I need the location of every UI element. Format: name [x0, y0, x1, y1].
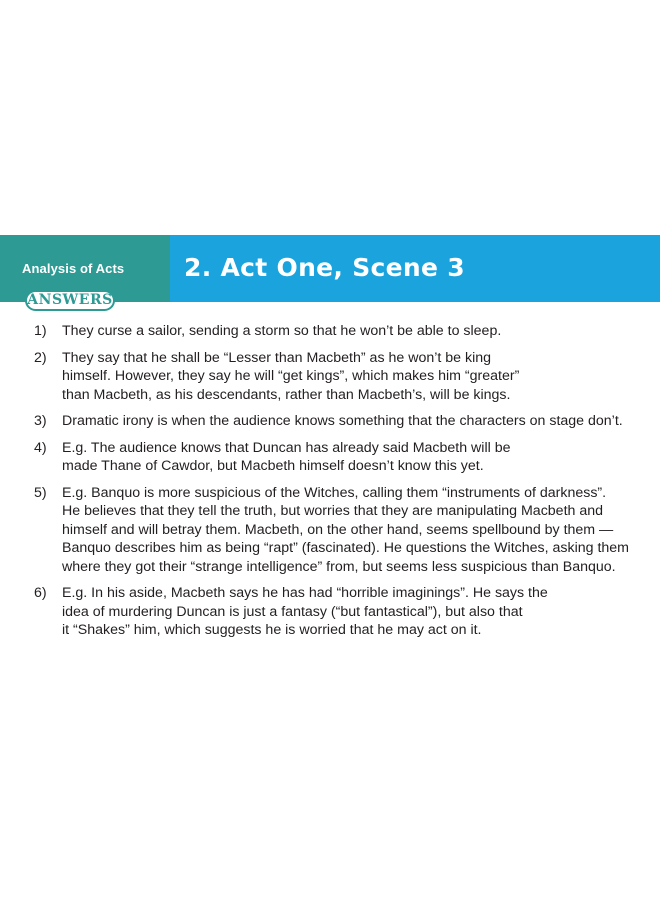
answer-text-line: it “Shakes” him, which suggests he is worried that he may act on it. — [62, 622, 482, 638]
answer-number: 4) — [34, 439, 47, 456]
page-title: 2. Act One, Scene 3 — [184, 253, 465, 282]
answer-text-line: They curse a sailor, sending a storm so that he won’t be able to sleep. — [62, 323, 502, 339]
answers-badge: ANSWERS — [25, 290, 115, 311]
answer-text-line: He believes that they tell the truth, but worries that they are manipulating Macbeth and — [62, 503, 604, 519]
answer-text-line: E.g. In his aside, Macbeth says he has had “horrible imaginings”. He says the — [62, 585, 548, 601]
answer-text-line: himself. However, they say he will “get kings”, which makes him “greater” — [62, 368, 520, 384]
answer-item — [0, 349, 660, 405]
answer-text-line: Banquo describes him as being “rapt” (fascinated). He questions the Witches, asking them — [62, 540, 629, 556]
section-label: Analysis of Acts — [22, 261, 125, 276]
answer-text-line: himself and will betray them. Macbeth, on the other hand, seems spellbound by them — — [62, 521, 614, 538]
answers-list — [0, 322, 660, 648]
answer-text-line: where they got their “strange intelligence” from, but seems less suspicious than Banquo. — [62, 558, 616, 575]
answer-item — [0, 412, 660, 431]
answer-item — [0, 584, 660, 640]
answer-text-line: They say that he shall be “Lesser than Macbeth” as he won’t be king — [62, 349, 492, 366]
answer-number: 3) — [34, 413, 47, 429]
answer-number: 5) — [34, 484, 47, 501]
answer-text-line: E.g. Banquo is more suspicious of the Witches, calling them “instruments of darkness”. — [62, 484, 607, 501]
answer-text-line: idea of murdering Duncan is just a fantasy (“but fantastical”), but also that — [62, 603, 523, 620]
answer-number: 1) — [34, 323, 47, 339]
answer-item — [0, 484, 660, 577]
answer-item — [0, 322, 660, 341]
answer-number: 2) — [34, 349, 47, 366]
answer-text-line: Dramatic irony is when the audience knows something that the characters on stage don’t. — [62, 413, 623, 429]
answer-text-line: E.g. The audience knows that Duncan has already said Macbeth will be — [62, 439, 511, 456]
answer-item — [0, 439, 660, 476]
answer-text-line: than Macbeth, as his descendants, rather than Macbeth’s, will be kings. — [62, 386, 511, 403]
answer-number: 6) — [34, 585, 47, 601]
answer-text-line: made Thane of Cawdor, but Macbeth himself doesn’t know this yet. — [62, 458, 484, 474]
